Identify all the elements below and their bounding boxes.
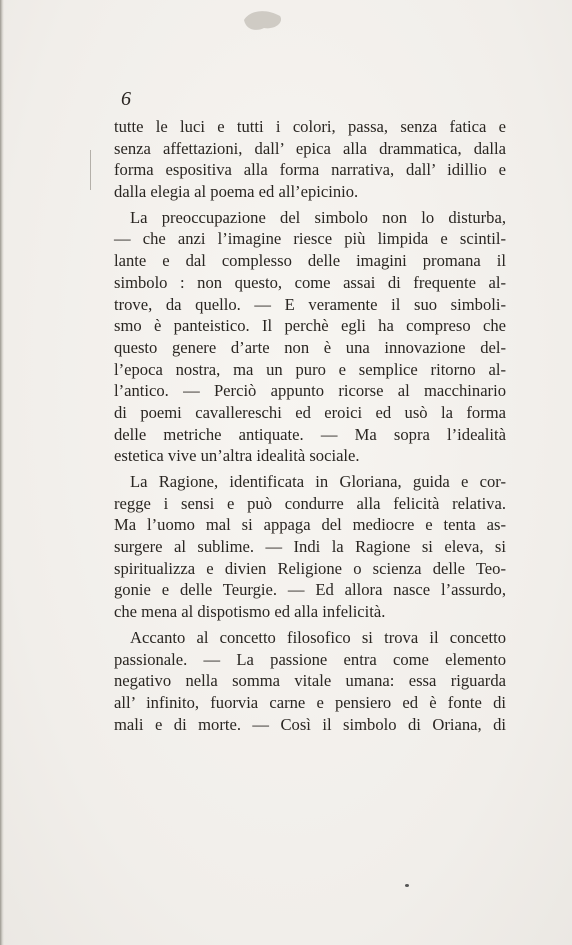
page-number: 6 (121, 88, 131, 110)
text-line: mali e di morte. — Così il simbolo di Oriana, di (114, 714, 506, 734)
text-line: negativo nella somma vitale umana: essa riguarda (114, 671, 506, 691)
text-line: trove, da quello. — E veramente il suo simboli- (114, 294, 506, 314)
text-line: — che anzi l’imagine riesce più limpida e scintil- (114, 229, 506, 249)
text-line: simbolo : non questo, come assai di frequente al- (114, 272, 506, 292)
text-line: dalla elegia al poema ed all’epicinio. (114, 182, 359, 202)
text-line: gonie e delle Teurgie. — Ed allora nasce l’assurdo, (114, 580, 506, 600)
margin-pencil-mark (90, 150, 91, 190)
text-line: l’epoca nostra, ma un puro e semplice ritorno al- (114, 359, 506, 379)
ink-stain (236, 6, 288, 36)
text-line: questo genere d’arte non è una innovazione del- (114, 337, 506, 357)
text-line: senza affettazioni, dall’ epica alla drammatica, dalla (114, 138, 506, 158)
text-line: regge i sensi e può condurre alla felicità relativa. (114, 493, 506, 513)
paragraph (114, 627, 506, 735)
paragraph (114, 116, 506, 203)
text-line: delle metriche antiquate. — Ma sopra l’idealità (114, 424, 506, 444)
body-text (114, 116, 506, 735)
text-line: La preoccupazione del simbolo non lo disturba, (130, 207, 506, 227)
page-edge-shadow (0, 0, 4, 945)
paragraph (114, 207, 506, 467)
text-line: lante e dal complesso delle imagini promana il (114, 251, 506, 271)
text-line: forma espositiva alla forma narrativa, dall’ idillio e (114, 160, 506, 180)
text-line: tutte le luci e tutti i colori, passa, senza fatica e (114, 117, 506, 136)
text-line: l’antico. — Perciò appunto ricorse al macchinario (114, 381, 506, 401)
text-line: Ma l’uomo mal si appaga del mediocre e tenta as- (114, 515, 506, 535)
text-line: surgere al sublime. — Indi la Ragione si eleva, si (114, 537, 506, 557)
text-line: di poemi cavallereschi ed eroici ed usò la forma (114, 402, 506, 422)
text-line: smo è panteistico. Il perchè egli ha compreso che (114, 316, 506, 336)
ink-speck (405, 884, 409, 887)
text-line: estetica vive un’altra idealità sociale. (114, 446, 360, 466)
text-line: La Ragione, identificata in Gloriana, guida e cor- (130, 472, 506, 491)
text-line: che mena al dispotismo ed alla infelicità. (114, 602, 386, 622)
text-line: passionale. — La passione entra come elemento (114, 649, 506, 669)
paragraph (114, 471, 506, 623)
text-line: Accanto al concetto filosofico si trova il concetto (130, 627, 506, 647)
text-line: spiritualizza e divien Religione o scienza delle Teo- (114, 558, 506, 578)
text-line: all’ infinito, fuorvia carne e pensiero ed è fonte di (114, 692, 506, 712)
